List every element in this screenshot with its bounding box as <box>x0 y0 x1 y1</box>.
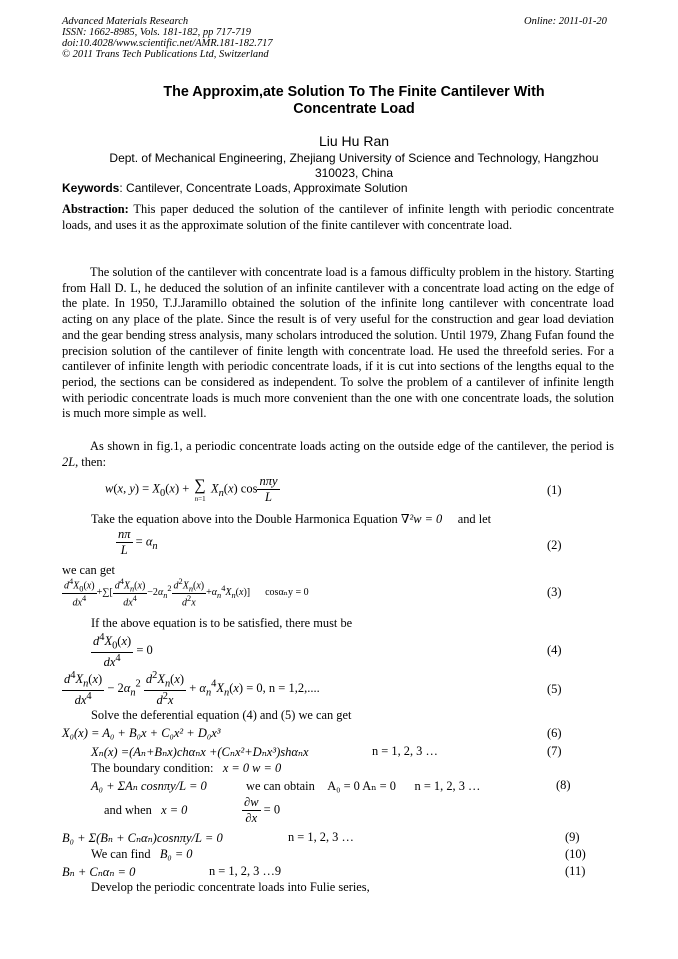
author-name: Liu Hu Ran <box>318 133 390 149</box>
eq9-n-range: n = 1, 2, 3 … <box>288 830 354 844</box>
eq-number-9: (9) <box>565 830 580 844</box>
equation-4: $\frac{d^4X_0(x)}{dx^4}$ = 0 <box>93 632 153 669</box>
eq-number-1: (1) <box>547 483 562 497</box>
figure-paragraph <box>62 439 614 470</box>
eq-number-2: (2) <box>547 538 562 552</box>
equation-9: B₀ + Σ(Bₙ + Cₙαₙ)cosnπy/L = 0 <box>62 831 223 845</box>
eq-number-4: (4) <box>547 643 562 657</box>
we-can-get: we can get <box>62 563 115 577</box>
journal-name: Advanced Materials Research <box>62 16 189 27</box>
eq8-n-range: n = 1, 2, 3 … <box>414 779 481 793</box>
harmonic-text: Take the equation above into the Double Harmonica Equation <box>91 512 398 526</box>
affiliation <box>62 151 646 181</box>
eq11-n-range: n = 1, 2, 3 …9 <box>209 864 282 878</box>
we-can-find <box>91 847 193 862</box>
eq-number-8: (8) <box>556 778 571 792</box>
solve-sentence: Solve the deferential equation (4) and (5) we can get <box>91 708 352 722</box>
equation-5: $\frac{d^4X_n(x)}{dx^4}$ − $2\alpha_n^2$ $\frac{d^2X_n(x)}{d^2x}$ + $\alpha_n^4X_n(x) = 0$, n = 1,2,.... <box>64 670 320 707</box>
condition-sentence: If the above equation is to be satisfied, there must be <box>91 616 353 630</box>
period-value: 2L <box>62 454 76 469</box>
equation-2: $\frac{n\pi}{L}$ = $\alpha_n$ <box>118 527 158 557</box>
we-can-obtain <box>246 778 480 794</box>
eq7-n-range: n = 1, 2, 3 … <box>372 744 438 758</box>
find-value: B₀ = 0 <box>159 847 193 861</box>
eq4-tail: = 0 <box>136 642 153 657</box>
boundary-values: x = 0 w = 0 <box>222 761 282 775</box>
equation-6: X₀(x) = A₀ + B₀x + C₀x² + D₀x³ <box>62 726 221 740</box>
affiliation-line-2: 310023, China <box>314 166 394 180</box>
harmonic-math: ∇²w = 0 <box>400 512 443 526</box>
and-when-text: and when <box>104 803 152 817</box>
keywords-text: : Cantilever, Concentrate Loads, Approximate Solution <box>119 181 408 195</box>
eq-number-7: (7) <box>547 744 562 758</box>
eq-number-10: (10) <box>565 847 586 861</box>
doi-line: doi:10.4028/www.scientific.net/AMR.181-182.717 <box>62 38 273 49</box>
copyright-line: © 2011 Trans Tech Publications Ltd, Switzerland <box>62 49 269 60</box>
obtain-values: A₀ = 0 Aₙ = 0 <box>327 779 396 793</box>
obtain-text: we can obtain <box>246 779 315 793</box>
figure-paragraph-tail: , then: <box>75 454 107 469</box>
eq3-cos: cosαₙy = 0 <box>265 587 309 599</box>
abstract <box>62 202 614 233</box>
title-line-1: The Approxim,ate Solution To The Finite Cantilever With <box>163 84 545 100</box>
eq-number-6: (6) <box>547 726 562 740</box>
boundary-condition <box>91 761 281 776</box>
boundary-label: The boundary condition: <box>91 761 214 775</box>
equation-7: Xₙ(x) =(Aₙ+Bₙx)chαₙx +(Cₙx²+Dₙx³)shαₙx <box>91 745 309 759</box>
abstract-text: This paper deduced the solution of the cantilever of infinite length with periodic concentrate loads, and uses it as the approximate solution of the finite cantilever with concentrate load. <box>62 202 614 232</box>
dw-dx-equation: $\frac{\partial w}{\partial x}$ = 0 <box>244 795 281 825</box>
online-date: Online: 2011-01-20 <box>524 16 607 27</box>
develop-sentence: Develop the periodic concentrate loads into Fulie series, <box>91 880 370 894</box>
equation-8: A₀ + ΣAₙ cosnπy/L = 0 <box>91 779 207 793</box>
paper-title <box>62 84 646 118</box>
keywords-label: Keywords <box>62 181 120 195</box>
eq5-tail: = 0, n = 1,2,.... <box>246 680 320 695</box>
eq-number-5: (5) <box>547 682 562 696</box>
issn-line: ISSN: 1662-8985, Vols. 181-182, pp 717-719 <box>62 27 251 38</box>
eq-number-3: (3) <box>547 585 562 599</box>
find-text: We can find <box>91 847 151 861</box>
harmonic-sentence <box>91 511 491 527</box>
affiliation-line-1: Dept. of Mechanical Engineering, Zhejiang University of Science and Technology, Hangzhou <box>109 151 599 165</box>
and-when-sentence <box>104 803 187 818</box>
abstract-label: Abstraction: <box>62 202 129 216</box>
harmonic-tail: and let <box>457 512 492 526</box>
equation-3: $\frac{d^4X_0(x)}{dx^4}$ +∑[ $\frac{d^4X_n(x)}{dx^4}$ $-2\alpha_n^2$ $\frac{d^2X_n(x)}{d^2x}$ $+\alpha_n^4X_n(x)$] cosαₙy = 0 <box>64 577 309 609</box>
figure-paragraph-text: As shown in fig.1, a periodic concentrate loads acting on the outside edge of the cantilever, the period is <box>90 439 614 453</box>
and-when-x: x = 0 <box>161 803 188 817</box>
eq-number-11: (11) <box>565 864 586 878</box>
intro-paragraph: The solution of the cantilever with concentrate load is a famous difficulty problem in the history. Starting from Hall D. L, he deduced the solution of an infinite cantilever with a concentrate load acting on the edge of the plate. In 1950, T.J.Jaramillo obtained the solution of the infinite long cantilever with concentrate load acting on any place of the plate. Since the result is of very useful for the construction and gear load deviation and the gear bending stress analysis, many scholars introduced the solution. Until 1979, Zhang Fufan found the precision solution of the cantilever of finite length with concentrate load. He used the threefold series. For a cantilever of infinite length with periodic concentrate loads, if it is cut into sections of the lengths equal to the period, the sections can be considered as independent. To solve the problem of a cantilever of infinite length with periodic concentrate loads is much more convenient than the one with one concentrate loads, the solution is much more simple as well. <box>62 265 614 421</box>
equation-1: w(x, $y) = X_0(x)$ + ∑ n=1 $X_n(x)$ cos $\frac{\text{nπy}}{L}$ <box>105 474 278 504</box>
equation-11: Bₙ + Cₙαₙ = 0 <box>62 865 136 879</box>
keywords <box>62 181 408 195</box>
title-line-2: Concentrate Load <box>293 101 415 117</box>
